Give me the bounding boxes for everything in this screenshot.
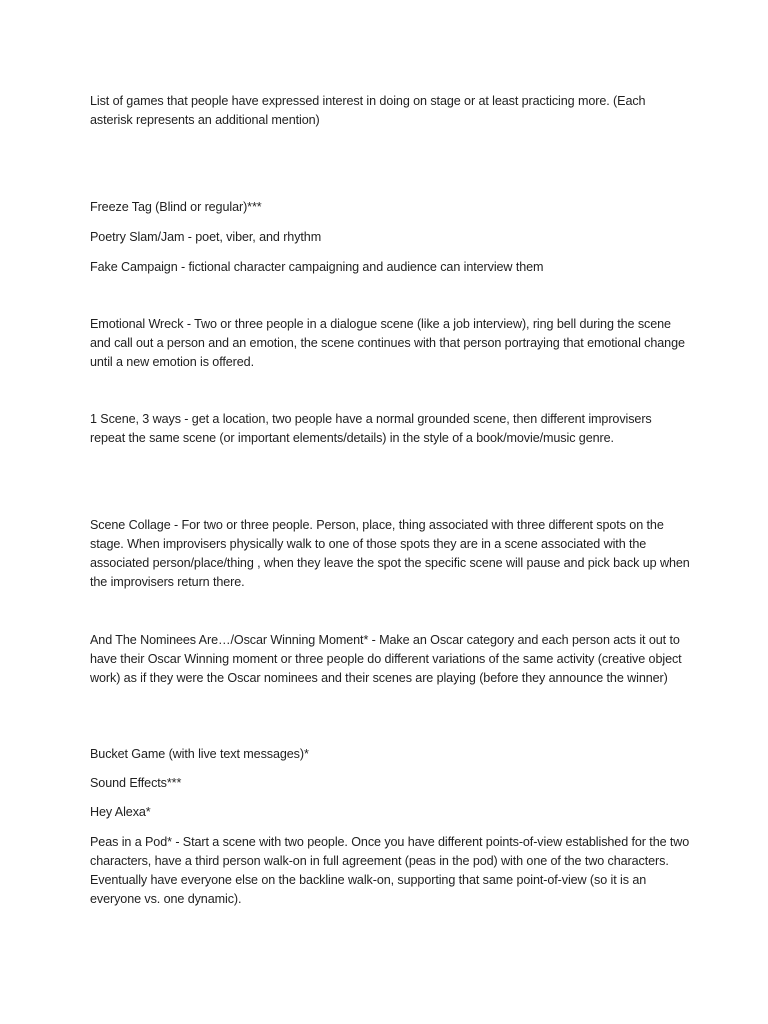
game-entry-poetry-slam: Poetry Slam/Jam - poet, viber, and rhythm [90, 230, 322, 244]
game-entry-sound-effects: Sound Effects*** [90, 776, 182, 790]
game-entry-one-scene-three-ways: 1 Scene, 3 ways - get a location, two people have a normal grounded scene, then different improvisers repeat the same scene (or important elements/details) in the style of a book/movie/music genre. [90, 412, 652, 445]
game-entry-freeze-tag: Freeze Tag (Blind or regular)*** [90, 200, 262, 214]
game-entry-oscar-nominees: And The Nominees Are…/Oscar Winning Moment* - Make an Oscar category and each person acts it out to have their Oscar Winning moment or three people do different variations of the same activity (creative object work) as if they were the Oscar nominees and their scenes are playing (before they announce the winner) [90, 633, 682, 685]
game-entry-hey-alexa: Hey Alexa* [90, 805, 151, 819]
intro-paragraph: List of games that people have expressed interest in doing on stage or at least practicing more. (Each asterisk represents an additional mention) [90, 94, 646, 127]
game-entry-peas-in-a-pod: Peas in a Pod* - Start a scene with two people. Once you have different points-of-view established for the two characters, have a third person walk-on in full agreement (peas in the pod) with one of the two characters. Eventually have everyone else on the backline walk-on, supporting that same point-of-view (so it is an everyone vs. one dynamic). [90, 835, 690, 906]
game-entry-fake-campaign: Fake Campaign - fictional character campaigning and audience can interview them [90, 260, 544, 274]
game-entry-bucket-game: Bucket Game (with live text messages)* [90, 747, 309, 761]
game-entry-emotional-wreck: Emotional Wreck - Two or three people in a dialogue scene (like a job interview), ring bell during the scene and call out a person and an emotion, the scene continues with that person portraying that emotional change until a new emotion is offered. [90, 317, 685, 369]
game-entry-scene-collage: Scene Collage - For two or three people. Person, place, thing associated with three different spots on the stage. When improvisers physically walk to one of those spots they are in a scene associated with the associated person/place/thing , when they leave the spot the specific scene will pause and pick back up when the improvisers return there. [90, 518, 690, 589]
